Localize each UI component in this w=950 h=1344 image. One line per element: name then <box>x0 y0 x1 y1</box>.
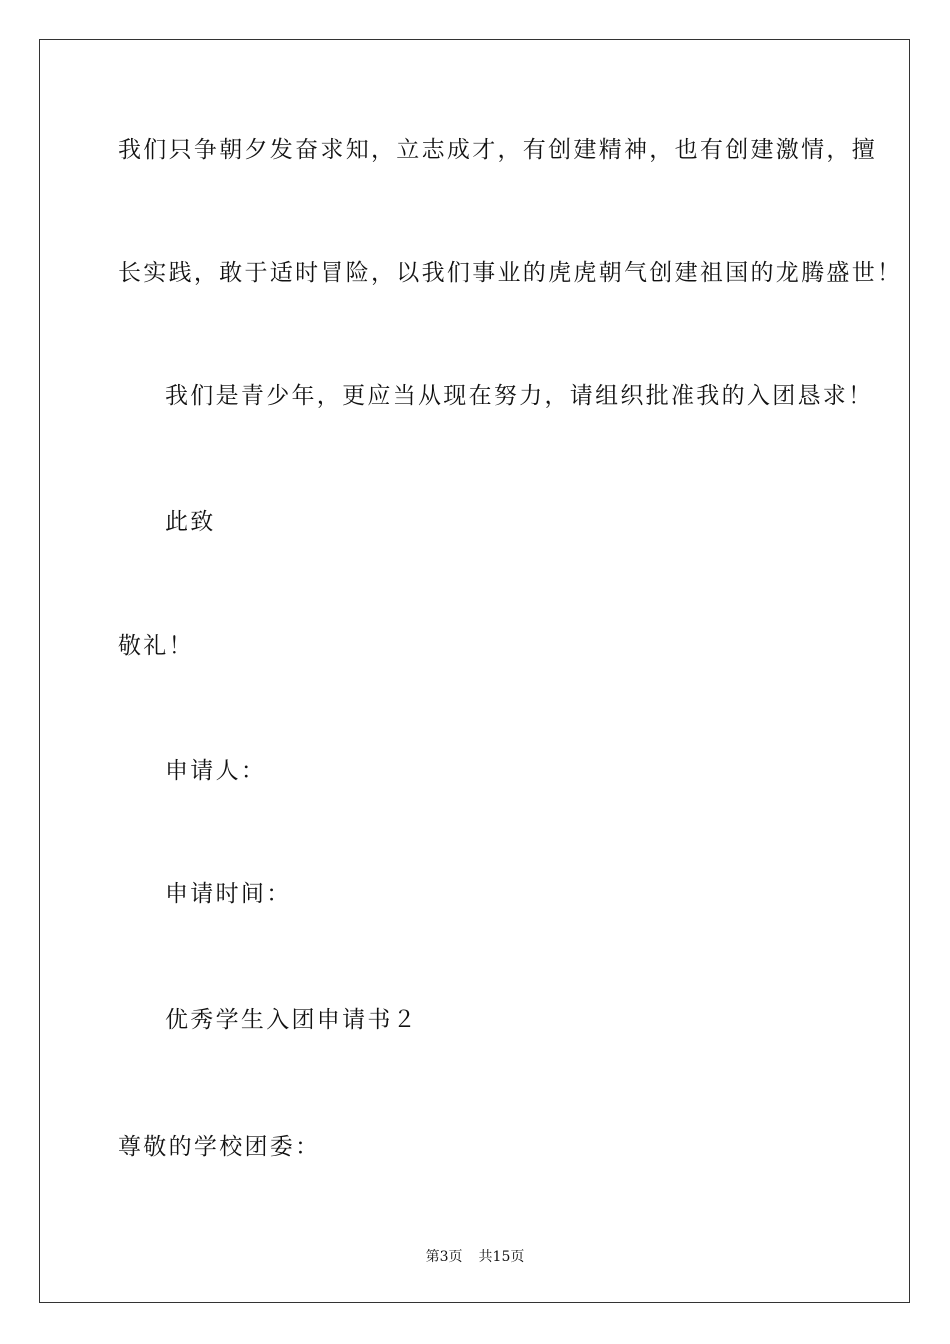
applicant-label: 申请人： <box>165 758 267 784</box>
closing-salutation: 此致 <box>165 509 216 535</box>
page-border <box>39 39 910 1303</box>
section-title: 优秀学生入团申请书２ <box>165 1007 418 1033</box>
body-line-1: 我们只争朝夕发奋求知，立志成才，有创建精神，也有创建激情，擅 <box>118 137 877 163</box>
greeting-line: 尊敬的学校团委： <box>118 1134 321 1160</box>
page-total: 共15页 <box>478 1249 525 1265</box>
application-date-label: 申请时间： <box>165 881 292 907</box>
page-number: 第3页 <box>425 1249 463 1265</box>
page-footer <box>0 1247 950 1267</box>
body-line-3: 我们是青少年，更应当从现在努力，请组织批准我的入团恳求！ <box>165 383 874 409</box>
closing-regards: 敬礼！ <box>118 633 194 659</box>
body-line-2: 长实践，敢于适时冒险，以我们事业的虎虎朝气创建祖国的龙腾盛世！ <box>118 260 903 286</box>
